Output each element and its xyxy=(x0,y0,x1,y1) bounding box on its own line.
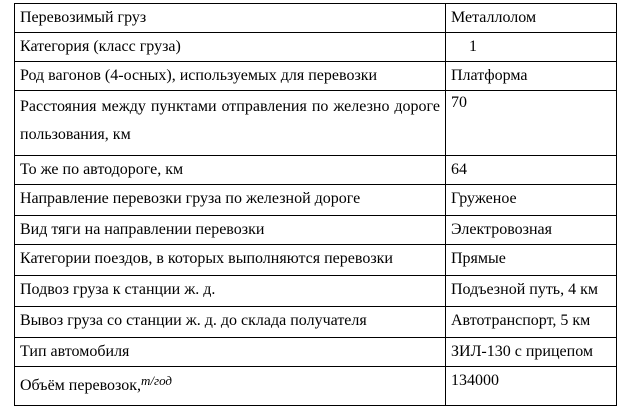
row-label: Вид тяги на направлении перевозки xyxy=(15,216,446,245)
table-row xyxy=(15,4,617,33)
row-value: Груженое xyxy=(446,185,617,216)
table-row xyxy=(15,276,617,307)
row-label: Направление перевозки груза по железной дороге xyxy=(15,185,446,216)
row-label: Перевозимый груз xyxy=(15,4,446,33)
table-row xyxy=(15,156,617,185)
row-label: То же по автодороге, км xyxy=(15,156,446,185)
table-row xyxy=(15,91,617,156)
row-value: Платформа xyxy=(446,62,617,91)
row-label: Род вагонов (4-осных), используемых для перевозки xyxy=(15,62,446,91)
volume-unit: т/год xyxy=(141,373,172,388)
table-row xyxy=(15,185,617,216)
table-row xyxy=(15,307,617,338)
row-label: Вывоз груза со станции ж. д. до склада получателя xyxy=(15,307,446,338)
table-row xyxy=(15,367,617,406)
table-row xyxy=(15,33,617,62)
row-value: 70 xyxy=(446,91,617,156)
table-row xyxy=(15,338,617,367)
row-label: Тип автомобиля xyxy=(15,338,446,367)
table-row xyxy=(15,216,617,245)
row-value: Автотранспорт, 5 км xyxy=(446,307,617,338)
row-value: Подъезной путь, 4 км xyxy=(446,276,617,307)
row-value: 64 xyxy=(446,156,617,185)
row-value: Прямые xyxy=(446,245,617,276)
table-row xyxy=(15,245,617,276)
row-value: 134000 xyxy=(446,367,617,406)
row-value: ЗИЛ-130 с прицепом xyxy=(446,338,617,367)
row-label: Категории поездов, в которых выполняются перевозки xyxy=(15,245,446,276)
table-row xyxy=(15,62,617,91)
row-label: Категория (класс груза) xyxy=(15,33,446,62)
row-label-cell xyxy=(15,367,446,406)
cargo-parameters-table xyxy=(14,3,617,406)
row-value: Металлолом xyxy=(446,4,617,33)
row-label: Объём перевозок, xyxy=(20,377,142,394)
row-value: 1 xyxy=(446,33,617,62)
row-label: Подвоз груза к станции ж. д. xyxy=(15,276,446,307)
row-label: Расстояния между пунктами отправления по железно дороге пользования, км xyxy=(15,91,446,156)
row-value: Электровозная xyxy=(446,216,617,245)
